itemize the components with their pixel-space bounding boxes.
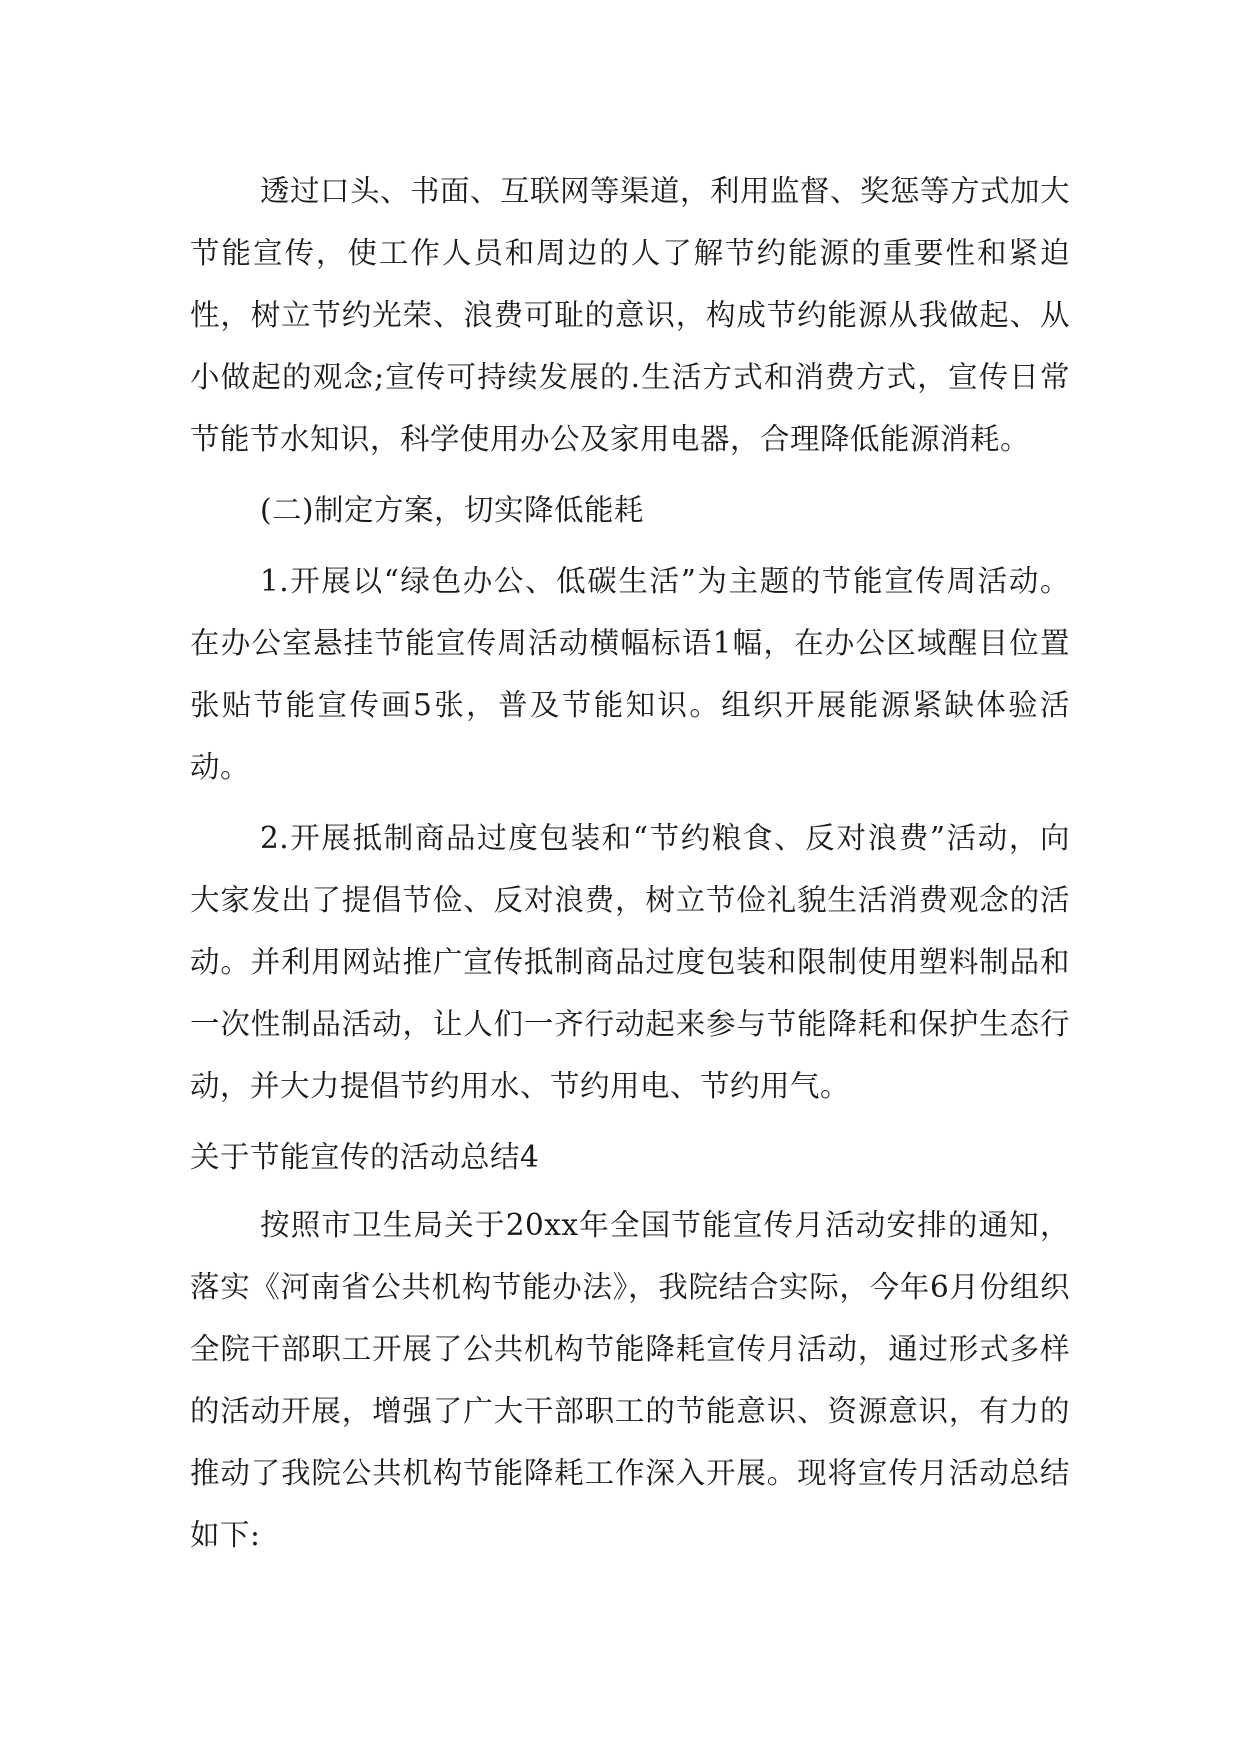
paragraph-publicity-methods: 透过口头、书面、互联网等渠道，利用监督、奖惩等方式加大节能宣传，使工作人员和周边的人了解节约能源的重要性和紧迫性，树立节约光荣、浪费可耻的意识，构成节约能源从我做起、从小做起的观念;宣传可持续发展的.生活方式和消费方式，宣传日常节能节水知识，科学使用办公及家用电器，合理降低能源消耗。: [190, 174, 1071, 456]
paragraph-item-2: 2.开展抵制商品过度包装和“节约粮食、反对浪费”活动，向大家发出了提倡节俭、反对浪费，树立节俭礼貌生活消费观念的活动。并利用网站推广宣传抵制商品过度包装和限制使用塑料制品和一次性制品活动，让人们一齐行动起来参与节能降耗和保护生态行动，并大力提倡节约用水、节约用电、节约用气。: [190, 821, 1070, 1103]
paragraph-summary-intro: 按照市卫生局关于20xx年全国节能宣传月活动安排的通知，落实《河南省公共机构节能办法》，我院结合实际，今年6月份组织全院干部职工开展了公共机构节能降耗宣传月活动，通过形式多样的活动开展，增强了广大干部职工的节能意识、资源意识，有力的推动了我院公共机构节能降耗工作深入开展。现将宣传月活动总结如下:: [190, 1208, 1070, 1552]
subheading-plan: (二)制定方案，切实降低能耗: [260, 493, 645, 527]
document-body: [190, 160, 1070, 1575]
paragraph-item-1: 1.开展以“绿色办公、低碳生活”为主题的节能宣传周活动。在办公室悬挂节能宣传周活动横幅标语1幅，在办公区域醒目位置张贴节能宣传画5张，普及节能知识。组织开展能源紧缺体验活动。: [190, 564, 1070, 784]
section-title: 关于节能宣传的活动总结4: [190, 1140, 540, 1174]
